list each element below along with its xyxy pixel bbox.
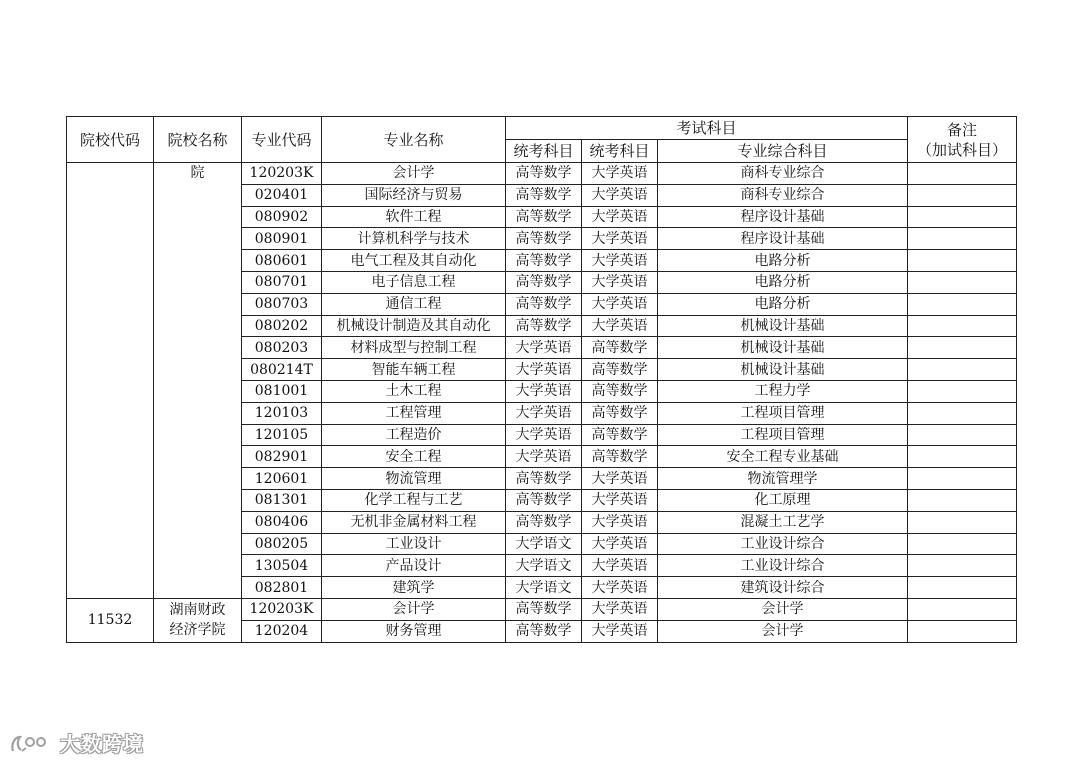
- header-remark-line2: （加试科目）: [917, 140, 1008, 159]
- major-name-cell: 产品设计: [322, 555, 506, 577]
- unified-subject-2-cell: 大学英语: [582, 163, 658, 185]
- comprehensive-subject-cell: 电路分析: [658, 271, 908, 293]
- unified-subject-2-cell: 大学英语: [582, 184, 658, 206]
- unified-subject-1-cell: 高等数学: [506, 184, 582, 206]
- unified-subject-1-cell: 高等数学: [506, 598, 582, 620]
- remark-cell: [908, 380, 1017, 402]
- remark-cell: [908, 598, 1017, 620]
- comprehensive-subject-cell: 程序设计基础: [658, 206, 908, 228]
- major-name-cell: 安全工程: [322, 446, 506, 468]
- comprehensive-subject-cell: 工业设计综合: [658, 533, 908, 555]
- major-code-cell: 080703: [242, 293, 322, 315]
- header-school-name: 院校名称: [154, 117, 242, 163]
- major-name-cell: 工程管理: [322, 402, 506, 424]
- comprehensive-subject-cell: 化工原理: [658, 489, 908, 511]
- unified-subject-2-cell: 高等数学: [582, 337, 658, 359]
- major-code-cell: 082901: [242, 446, 322, 468]
- major-code-cell: 080601: [242, 250, 322, 272]
- header-exam-subjects: 考试科目: [506, 117, 908, 140]
- major-name-cell: 财务管理: [322, 620, 506, 642]
- admission-subjects-table: [66, 116, 1017, 643]
- school-name-line2: 经济学院: [169, 622, 226, 639]
- remark-cell: [908, 511, 1017, 533]
- remark-cell: [908, 315, 1017, 337]
- unified-subject-1-cell: 高等数学: [506, 228, 582, 250]
- major-code-cell: 080901: [242, 228, 322, 250]
- unified-subject-2-cell: 高等数学: [582, 380, 658, 402]
- major-name-cell: 会计学: [322, 163, 506, 185]
- unified-subject-2-cell: 大学英语: [582, 228, 658, 250]
- major-code-cell: 120203K: [242, 598, 322, 620]
- header-major-code: 专业代码: [242, 117, 322, 163]
- remark-cell: [908, 533, 1017, 555]
- header-row-1: [67, 117, 1017, 140]
- unified-subject-2-cell: 大学英语: [582, 511, 658, 533]
- remark-cell: [908, 206, 1017, 228]
- header-remark-line1: 备注: [947, 120, 978, 139]
- comprehensive-subject-cell: 混凝土工艺学: [658, 511, 908, 533]
- comprehensive-subject-cell: 机械设计基础: [658, 337, 908, 359]
- remark-cell: [908, 424, 1017, 446]
- unified-subject-1-cell: 高等数学: [506, 511, 582, 533]
- unified-subject-2-cell: 大学英语: [582, 315, 658, 337]
- major-name-cell: 软件工程: [322, 206, 506, 228]
- remark-cell: [908, 468, 1017, 490]
- major-code-cell: 081301: [242, 489, 322, 511]
- major-name-cell: 土木工程: [322, 380, 506, 402]
- major-name-cell: 会计学: [322, 598, 506, 620]
- unified-subject-1-cell: 大学语文: [506, 577, 582, 599]
- major-code-cell: 080701: [242, 271, 322, 293]
- table-row: [67, 163, 1017, 185]
- remark-cell: [908, 489, 1017, 511]
- unified-subject-1-cell: 大学英语: [506, 446, 582, 468]
- major-code-cell: 130504: [242, 555, 322, 577]
- major-code-cell: 120601: [242, 468, 322, 490]
- major-name-cell: 电子信息工程: [322, 271, 506, 293]
- major-code-cell: 080205: [242, 533, 322, 555]
- header-school-code: 院校代码: [67, 117, 154, 163]
- unified-subject-2-cell: 大学英语: [582, 598, 658, 620]
- major-name-cell: 智能车辆工程: [322, 359, 506, 381]
- major-name-cell: 电气工程及其自动化: [322, 250, 506, 272]
- comprehensive-subject-cell: 商科专业综合: [658, 184, 908, 206]
- comprehensive-subject-cell: 会计学: [658, 598, 908, 620]
- comprehensive-subject-cell: 建筑设计综合: [658, 577, 908, 599]
- unified-subject-1-cell: 高等数学: [506, 489, 582, 511]
- header-unified-subject-2: 统考科目: [582, 140, 658, 163]
- comprehensive-subject-cell: 工业设计综合: [658, 555, 908, 577]
- table-body: [67, 163, 1017, 643]
- remark-cell: [908, 271, 1017, 293]
- header-comprehensive-subject: 专业综合科目: [658, 140, 908, 163]
- unified-subject-2-cell: 大学英语: [582, 271, 658, 293]
- remark-cell: [908, 337, 1017, 359]
- remark-cell: [908, 250, 1017, 272]
- unified-subject-2-cell: 高等数学: [582, 446, 658, 468]
- major-name-cell: 机械设计制造及其自动化: [322, 315, 506, 337]
- comprehensive-subject-cell: 机械设计基础: [658, 359, 908, 381]
- school-name-cell: 院: [154, 163, 242, 599]
- unified-subject-2-cell: 大学英语: [582, 206, 658, 228]
- major-code-cell: 080202: [242, 315, 322, 337]
- remark-cell: [908, 293, 1017, 315]
- header-unified-subject-1: 统考科目: [506, 140, 582, 163]
- unified-subject-2-cell: 大学英语: [582, 293, 658, 315]
- unified-subject-1-cell: 大学英语: [506, 424, 582, 446]
- major-name-cell: 国际经济与贸易: [322, 184, 506, 206]
- header-major-name: 专业名称: [322, 117, 506, 163]
- unified-subject-2-cell: 大学英语: [582, 489, 658, 511]
- major-code-cell: 120103: [242, 402, 322, 424]
- table-row: [67, 598, 1017, 620]
- unified-subject-2-cell: 高等数学: [582, 359, 658, 381]
- comprehensive-subject-cell: 电路分析: [658, 250, 908, 272]
- comprehensive-subject-cell: 工程力学: [658, 380, 908, 402]
- comprehensive-subject-cell: 工程项目管理: [658, 402, 908, 424]
- remark-cell: [908, 402, 1017, 424]
- school-code-cell: 11532: [67, 598, 154, 642]
- unified-subject-2-cell: 大学英语: [582, 620, 658, 642]
- watermark: [10, 728, 144, 757]
- remark-cell: [908, 163, 1017, 185]
- unified-subject-2-cell: 大学英语: [582, 577, 658, 599]
- major-code-cell: 080214T: [242, 359, 322, 381]
- unified-subject-1-cell: 大学语文: [506, 533, 582, 555]
- comprehensive-subject-cell: 程序设计基础: [658, 228, 908, 250]
- unified-subject-1-cell: 大学语文: [506, 555, 582, 577]
- school-name-cell: [154, 598, 242, 642]
- major-name-cell: 建筑学: [322, 577, 506, 599]
- unified-subject-2-cell: 大学英语: [582, 468, 658, 490]
- comprehensive-subject-cell: 机械设计基础: [658, 315, 908, 337]
- remark-cell: [908, 577, 1017, 599]
- major-code-cell: 080902: [242, 206, 322, 228]
- remark-cell: [908, 359, 1017, 381]
- brand-logo-icon: [10, 733, 52, 755]
- unified-subject-2-cell: 大学英语: [582, 555, 658, 577]
- major-name-cell: 工程造价: [322, 424, 506, 446]
- unified-subject-1-cell: 高等数学: [506, 163, 582, 185]
- major-name-cell: 物流管理: [322, 468, 506, 490]
- remark-cell: [908, 620, 1017, 642]
- major-code-cell: 081001: [242, 380, 322, 402]
- header-remark: [908, 117, 1017, 163]
- watermark-text: 大数跨境: [59, 732, 144, 756]
- major-code-cell: 120203K: [242, 163, 322, 185]
- school-name-line1: 湖南财政: [169, 602, 226, 619]
- major-code-cell: 080406: [242, 511, 322, 533]
- unified-subject-1-cell: 大学英语: [506, 380, 582, 402]
- unified-subject-1-cell: 高等数学: [506, 250, 582, 272]
- school-code-cell: [67, 163, 154, 599]
- unified-subject-1-cell: 高等数学: [506, 293, 582, 315]
- major-name-cell: 材料成型与控制工程: [322, 337, 506, 359]
- unified-subject-1-cell: 大学英语: [506, 337, 582, 359]
- remark-cell: [908, 446, 1017, 468]
- unified-subject-2-cell: 大学英语: [582, 250, 658, 272]
- comprehensive-subject-cell: 物流管理学: [658, 468, 908, 490]
- unified-subject-1-cell: 高等数学: [506, 315, 582, 337]
- unified-subject-1-cell: 高等数学: [506, 620, 582, 642]
- major-name-cell: 通信工程: [322, 293, 506, 315]
- major-name-cell: 化学工程与工艺: [322, 489, 506, 511]
- comprehensive-subject-cell: 电路分析: [658, 293, 908, 315]
- unified-subject-1-cell: 高等数学: [506, 468, 582, 490]
- major-name-cell: 无机非金属材料工程: [322, 511, 506, 533]
- unified-subject-2-cell: 大学英语: [582, 533, 658, 555]
- major-code-cell: 020401: [242, 184, 322, 206]
- comprehensive-subject-cell: 安全工程专业基础: [658, 446, 908, 468]
- remark-cell: [908, 228, 1017, 250]
- comprehensive-subject-cell: 工程项目管理: [658, 424, 908, 446]
- comprehensive-subject-cell: 商科专业综合: [658, 163, 908, 185]
- remark-cell: [908, 184, 1017, 206]
- major-code-cell: 080203: [242, 337, 322, 359]
- major-code-cell: 120204: [242, 620, 322, 642]
- unified-subject-1-cell: 高等数学: [506, 271, 582, 293]
- remark-cell: [908, 555, 1017, 577]
- unified-subject-2-cell: 高等数学: [582, 402, 658, 424]
- major-code-cell: 082801: [242, 577, 322, 599]
- comprehensive-subject-cell: 会计学: [658, 620, 908, 642]
- unified-subject-1-cell: 大学英语: [506, 359, 582, 381]
- major-name-cell: 计算机科学与技术: [322, 228, 506, 250]
- major-name-cell: 工业设计: [322, 533, 506, 555]
- major-code-cell: 120105: [242, 424, 322, 446]
- unified-subject-1-cell: 大学英语: [506, 402, 582, 424]
- unified-subject-1-cell: 高等数学: [506, 206, 582, 228]
- unified-subject-2-cell: 高等数学: [582, 424, 658, 446]
